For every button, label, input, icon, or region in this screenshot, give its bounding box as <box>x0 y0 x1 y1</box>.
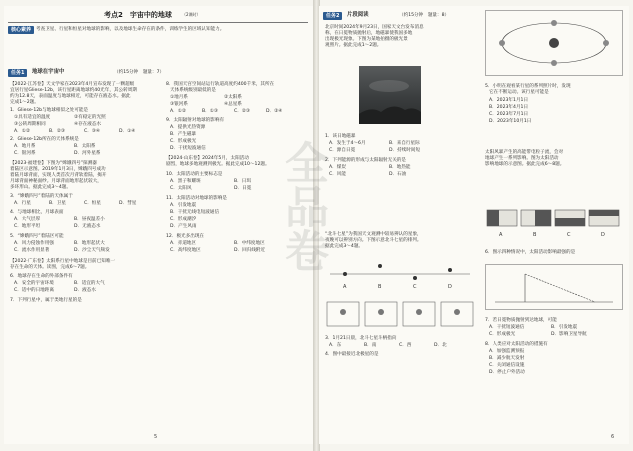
rq8-answer: C．关闭通信设施 <box>489 363 525 368</box>
question-7: 7．下列行星中，属于类地行星的是 <box>10 298 82 303</box>
q12-answer: D．回归线附近 <box>234 248 266 253</box>
q9-answer: B．产生磁暴 <box>170 132 197 137</box>
rq8-answer: A．加强监测预报 <box>489 349 525 354</box>
para5-line: 观照片。据此完成1～2题。 <box>325 43 382 48</box>
q11-answer: B．干扰无线电短波通信 <box>170 210 220 215</box>
q11-answer: A．引发地震 <box>170 203 197 208</box>
q1-answer: C．③④ <box>84 129 101 134</box>
q2-answer: A．地月系 <box>14 144 36 149</box>
q8-option: ③银河系 <box>170 102 188 107</box>
q3-answer: A．行星 <box>14 201 31 206</box>
para7-line: 太阳风暴产生的高能带电粒子流，会对 <box>485 150 564 155</box>
para2-line: 着陆区示意图。2019年1月3日，嫦娥四号成功 <box>10 167 106 172</box>
page-number: 5 <box>154 434 158 440</box>
q1-answer: D．①④ <box>119 129 136 134</box>
question-3: 3．“嫦娥四号”着陆的天体属于 <box>10 194 73 199</box>
rq1-answer: C．源自日冕 <box>329 148 356 153</box>
q1-option: ①具有适宜的温度 <box>14 115 51 120</box>
strip-label: A <box>499 232 503 238</box>
page-number: 6 <box>611 434 615 440</box>
rquestion-5-cont: 它在不断运动。该行星可能是 <box>489 90 549 95</box>
question-8-cont: 天体系统级别最低的是 <box>170 88 216 93</box>
para3-line: 【2022·广东卷】太阳系行星中地球是目前已知唯一 <box>10 259 116 264</box>
task1-title: 地球在宇宙中 <box>32 69 65 75</box>
q4-answer: D．无液态水 <box>74 224 101 229</box>
q6-answer: B．适宜的大气 <box>74 281 105 286</box>
rq7-answer: C．形成极光 <box>489 332 516 337</box>
para3-line: 存在生命的天体。读图，完成6～7题。 <box>10 265 90 270</box>
q5-answer: C．流水作用显著 <box>14 248 50 253</box>
q9-answer: A．提供光热资源 <box>170 125 206 130</box>
question-12: 12．极光多出现在 <box>166 234 205 239</box>
q6-answer: D．液态水 <box>74 288 96 293</box>
q3-answer: D．彗星 <box>119 201 137 206</box>
page-title-note: （2课时） <box>182 12 201 17</box>
question-11: 11．太阳活动对地球的影响是 <box>166 196 227 201</box>
question-1: 1．Gliese-12b与地球相似之处可能是 <box>10 108 89 113</box>
q3-answer: C．恒星 <box>84 201 101 206</box>
figure-row <box>325 300 475 330</box>
rq2-answer: C．风能 <box>329 172 346 177</box>
rq5-answer: D．2023年10月1日 <box>489 119 532 124</box>
para1-line: 宜居行星Gliese-12b，该行星距离地球约40光年，其公转周期 <box>10 88 137 93</box>
strip-label: B <box>533 232 537 238</box>
para7-line: 地球产生一系列影响。图为太阳活动 <box>485 156 559 161</box>
rquestion-4: 4．图中最接近北极星的是 <box>325 352 379 357</box>
rq3-answer: A．东 <box>329 343 342 348</box>
diagram-label: A <box>343 284 347 290</box>
diagram-label: D <box>448 284 452 290</box>
star-diagram <box>325 254 475 294</box>
rq3-answer: C．西 <box>399 343 412 348</box>
rq5-answer: A．2023年1月1日 <box>489 98 529 103</box>
task1-tag: 任务1 <box>8 69 27 77</box>
question-2: 2．Gliese-12b所在的天体系统是 <box>10 137 79 142</box>
rq7-answer: D．影响卫星导航 <box>551 332 587 337</box>
q5-answer: D．沙尘天气频发 <box>74 248 110 253</box>
rquestion-2: 2．下列能源的形成与太阳辐射无关的是 <box>325 158 407 163</box>
q10-answer: C．太阳风 <box>170 186 192 191</box>
para1-line: 约为12.8天，表面温度与地球相近，可能存在液态水。据此 <box>10 94 131 99</box>
rq8-answer: B．减少航天发射 <box>489 356 525 361</box>
rq2-answer: B．地热能 <box>389 165 411 170</box>
q5-answer: A．风力侵蚀作用强 <box>14 241 54 246</box>
rq1-answer: B．来自行星际 <box>389 141 420 146</box>
q11-answer: D．产生风雨 <box>170 224 197 229</box>
rq7-answer: A．干扰短波通信 <box>489 325 525 330</box>
para7-line: 影响地球的示意图。据此完成6～8题。 <box>485 162 565 167</box>
q1-option: ②有稳定的光照 <box>74 115 106 120</box>
rquestion-5: 5．小明在观看某行星的系列照片时，发现 <box>485 84 571 89</box>
question-5: 5．“嫦娥四号”着陆区可能 <box>10 234 64 239</box>
q1-answer: A．①② <box>14 129 30 134</box>
q4-answer: C．地形平坦 <box>14 224 41 229</box>
rquestion-1: 1．该日地磁暴 <box>325 134 356 139</box>
intro-tag: 核心素养 <box>8 26 34 34</box>
q12-answer: B．中纬度地区 <box>234 241 265 246</box>
rq2-answer: A．煤炭 <box>329 165 346 170</box>
para2-line: 着陆月球背面，实现人类首次月背软着陆，揭开 <box>10 173 107 178</box>
q5-answer: B．地形起伏大 <box>74 241 105 246</box>
question-10: 10．太阳活动的主要标志是 <box>166 172 223 177</box>
para6-line: 据此完成3～4题。 <box>325 244 364 249</box>
right-page <box>319 6 629 444</box>
task2-time: （约15分钟 题量：8） <box>399 13 450 18</box>
q1-answer: B．②③ <box>49 129 65 134</box>
diagram-label: C <box>413 284 417 290</box>
para2-line: 【2023·福建卷】下图为“嫦娥四号”探测器 <box>10 161 97 166</box>
q8-answer: C．②③ <box>234 109 251 114</box>
page-title: 考点2 宇宙中的地球 <box>104 11 172 19</box>
q8-answer: B．①③ <box>202 109 218 114</box>
watermark: 全品卷 <box>277 140 328 272</box>
para4-line: 剧烈，地球多地观测到极光。据此完成10～12题。 <box>166 162 270 167</box>
para2-line: 月球背面神秘面纱。月球背面地形起伏较大， <box>10 179 102 184</box>
q10-answer: B．日珥 <box>234 179 251 184</box>
q4-answer: B．昼夜温差小 <box>74 217 105 222</box>
rq5-answer: B．2023年4月1日 <box>489 105 529 110</box>
rq8-answer: D．停止户外活动 <box>489 370 525 375</box>
para5-line: 出现极光现象。下图为某地拍摄的极光景 <box>325 37 408 42</box>
q1-option: ③公转周期相同 <box>14 122 46 127</box>
q12-answer: C．高纬度地区 <box>170 248 201 253</box>
question-6: 6．地球存在生命的外部条件有 <box>10 274 73 279</box>
rquestion-8: 8．人类应对太阳活动的措施有 <box>485 342 548 347</box>
q10-answer: A．黑子和耀斑 <box>170 179 201 184</box>
rq1-answer: A．发生于4～6月 <box>329 141 366 146</box>
q8-option: ②太阳系 <box>224 95 242 100</box>
q6-answer: C．适中的日地距离 <box>14 288 54 293</box>
sunlight-diagram <box>485 264 623 310</box>
para5-line: 北京时间2024年9月23日，国家天文台发布消息 <box>325 25 424 30</box>
para6-line: “北斗七星”为我国天文观测中较易辨认的星象， <box>325 232 422 237</box>
rquestion-6: 6．图示四种情况中，太阳活动影响最强的是 <box>485 250 576 255</box>
q2-answer: C．银河系 <box>14 151 36 156</box>
rquestion-3: 3．1月21日晨，北斗七星斗柄指向 <box>325 336 397 341</box>
q2-answer: D．河外星系 <box>74 151 101 156</box>
divider <box>8 22 308 23</box>
aurora-photo <box>359 66 421 124</box>
earth-orbit-diagram <box>485 10 623 76</box>
left-page <box>4 6 314 444</box>
q8-option: ④总星系 <box>224 102 242 107</box>
strip-label: C <box>567 232 571 238</box>
rq7-answer: B．引发地震 <box>551 325 578 330</box>
task1-time: （约15分钟 题量：7） <box>114 70 165 75</box>
q9-answer: D．干扰短波通信 <box>170 146 206 151</box>
q6-answer: A．安全的宇宙环境 <box>14 281 54 286</box>
rq3-answer: D．北 <box>434 343 447 348</box>
q2-answer: B．太阳系 <box>74 144 96 149</box>
q3-answer: B．卫星 <box>49 201 66 206</box>
rquestion-7: 7．若日冕物质抛射到达地球，可能 <box>485 318 557 323</box>
para1-line: 完成1～2题。 <box>10 100 39 105</box>
para2-line: 多环形山。据此完成3～4题。 <box>10 185 71 190</box>
q11-answer: C．形成潮汐 <box>170 217 197 222</box>
q8-answer: A．①② <box>170 109 186 114</box>
rq3-answer: B．南 <box>364 343 377 348</box>
strip-diagram <box>485 202 623 242</box>
para4-line: 【2024·山东卷】2024年5月，太阳活动 <box>166 156 249 161</box>
intro-text: 考查卫星、行星和恒星对地球的影响，以及地球生命存在的条件，训练学生的区域认知能力。 <box>36 27 225 32</box>
q1-option: ④存在液态水 <box>74 122 102 127</box>
task2-title: 片段阅读 <box>347 12 369 18</box>
q12-answer: A．赤道地区 <box>170 241 197 246</box>
question-8: 8．我国天宫空间站运行轨道高度约400千米，其所在 <box>166 82 275 87</box>
q8-option: ①地月系 <box>170 95 188 100</box>
rq2-answer: D．石油 <box>389 172 407 177</box>
rq5-answer: C．2023年7月1日 <box>489 112 529 117</box>
diagram-label: B <box>378 284 382 290</box>
q10-answer: D．日冕 <box>234 186 252 191</box>
q4-answer: A．大气层厚 <box>14 217 41 222</box>
para6-line: 夜晚可以辨别方向。下图示意北斗七星的排列。 <box>325 238 422 243</box>
task2-tag: 任务2 <box>323 12 342 20</box>
strip-label: D <box>601 232 605 238</box>
q8-answer: D．②④ <box>266 109 283 114</box>
rq1-answer: D．持续时间短 <box>389 148 421 153</box>
q9-answer: C．形成极光 <box>170 139 197 144</box>
question-4: 4．与地球相比，月球表面 <box>10 210 64 215</box>
question-9: 9．太阳辐射对地球的影响有 <box>166 118 225 123</box>
para5-line: 称，在日冕物质抛射后，地磁暴使我国多地 <box>325 31 413 36</box>
para1-line: 【2022·江苏卷】天文学家在2023年4月宣布发现了一颗超级 <box>10 82 135 87</box>
